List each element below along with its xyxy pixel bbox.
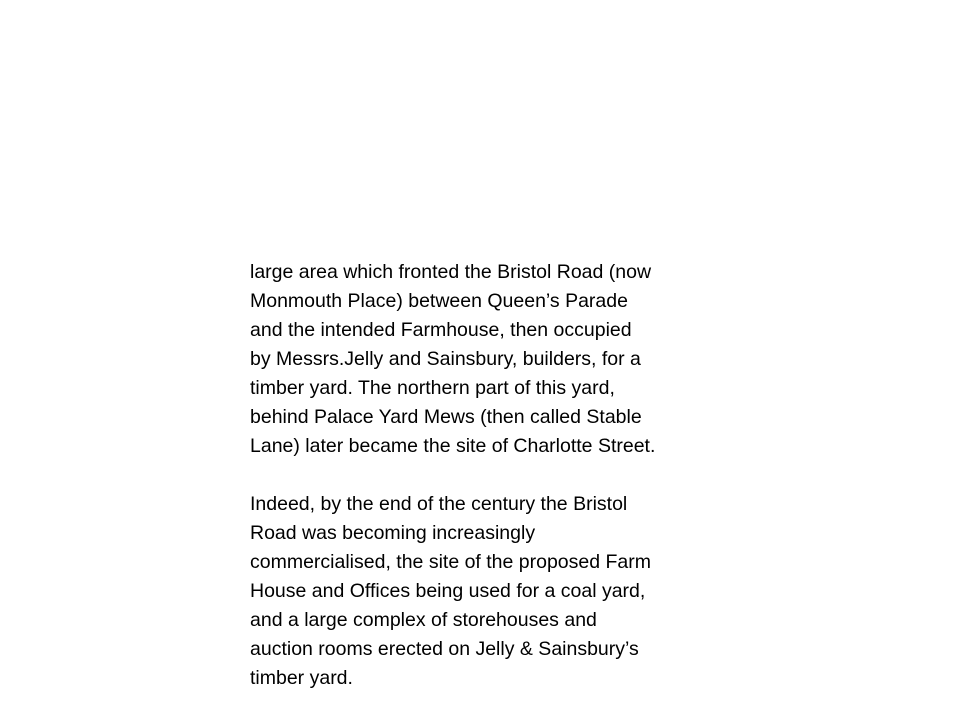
text-line: by Messrs.Jelly and Sainsbury, builders, for a — [250, 348, 641, 370]
text-line: House and Offices being used for a coal yard, — [250, 580, 646, 602]
text-line: and a large complex of storehouses and — [250, 609, 597, 631]
text-line: Indeed, by the end of the century the Bristol — [250, 493, 628, 515]
text-line: Road was becoming increasingly — [250, 522, 536, 544]
text-line: timber yard. — [250, 667, 353, 689]
body-text — [250, 258, 730, 693]
text-line: timber yard. The northern part of this yard, — [250, 377, 615, 399]
text-line: auction rooms erected on Jelly & Sainsbury’s — [250, 638, 639, 660]
text-line: Lane) later became the site of Charlotte Street. — [250, 435, 656, 457]
text-line: large area which fronted the Bristol Road (now — [250, 261, 652, 283]
paragraph-2 — [250, 490, 730, 693]
paragraph-gap — [250, 461, 730, 490]
text-line: and the intended Farmhouse, then occupied — [250, 319, 632, 341]
text-line: Monmouth Place) between Queen’s Parade — [250, 290, 628, 312]
paragraph-1 — [250, 258, 730, 461]
text-line: commercialised, the site of the proposed Farm — [250, 551, 652, 573]
text-line: behind Palace Yard Mews (then called Stable — [250, 406, 642, 428]
